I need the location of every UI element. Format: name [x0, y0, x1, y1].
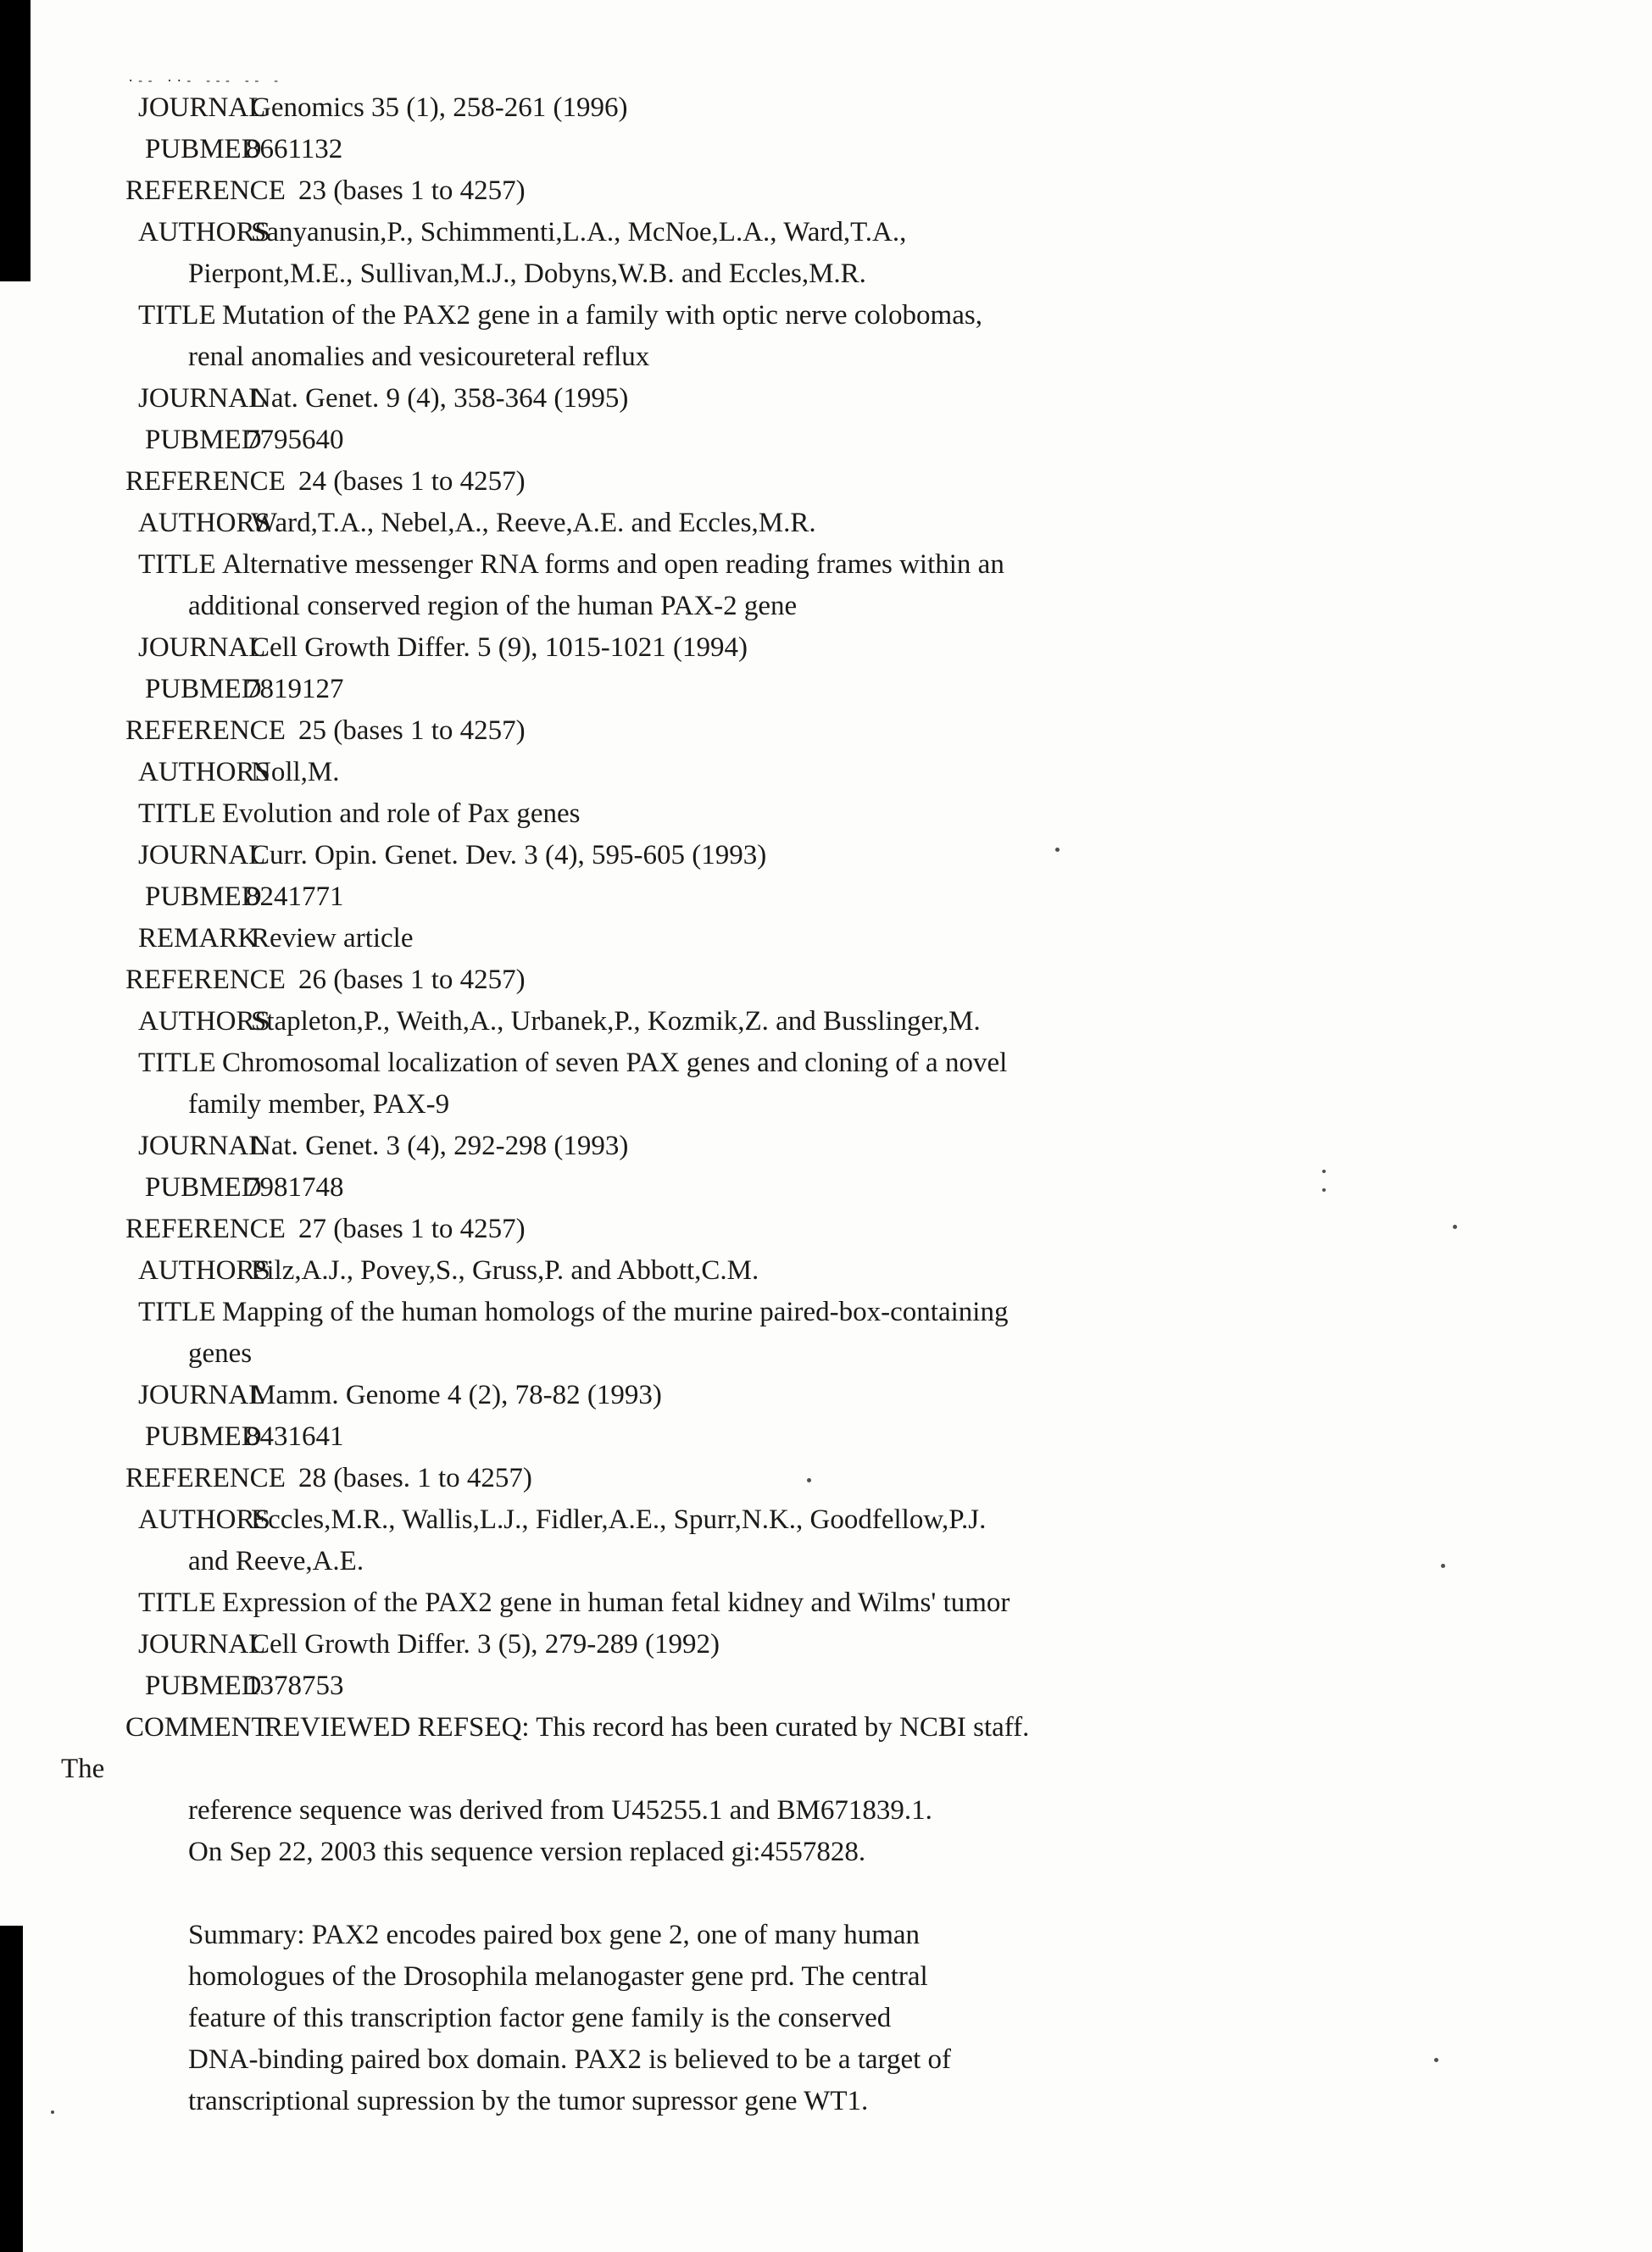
field-label: PUBMED: [145, 134, 262, 164]
doc-line: [0, 1167, 1652, 1209]
field-text: 23 (bases 1 to 4257): [298, 175, 526, 206]
doc-line: [0, 1416, 1652, 1458]
doc-line: [0, 1998, 1652, 2039]
field-text: 7795640: [246, 425, 344, 455]
field-text: Pilz,A.J., Povey,S., Gruss,P. and Abbott,C.M.: [251, 1255, 759, 1286]
doc-line: [0, 1665, 1652, 1707]
doc-line: [0, 1582, 1652, 1624]
doc-line: [0, 1915, 1652, 1956]
field-label: REFERENCE: [125, 1214, 286, 1244]
field-text: Mutation of the PAX2 gene in a family with optic nerve colobomas,: [222, 300, 982, 331]
doc-line: [0, 2039, 1652, 2081]
doc-line: [0, 129, 1652, 170]
doc-line: [0, 295, 1652, 336]
scan-speck: [1322, 1188, 1326, 1192]
field-text: 7981748: [246, 1172, 344, 1203]
doc-line: [0, 710, 1652, 752]
field-text: 8241771: [246, 881, 344, 912]
scan-speck: [807, 1478, 811, 1482]
field-text: transcriptional supression by the tumor supressor gene WT1.: [188, 2086, 869, 2116]
field-text: 26 (bases 1 to 4257): [298, 965, 526, 995]
field-label: PUBMED: [145, 1671, 262, 1701]
doc-line: [0, 1956, 1652, 1998]
doc-line: [0, 1333, 1652, 1375]
field-label: AUTHORS: [138, 217, 270, 247]
field-text: family member, PAX-9: [188, 1089, 450, 1120]
field-text: Genomics 35 (1), 258-261 (1996): [251, 92, 628, 123]
field-text: additional conserved region of the human PAX-2 gene: [188, 591, 798, 621]
field-label: AUTHORS: [138, 1255, 270, 1286]
doc-line: [0, 1043, 1652, 1084]
field-text: 1378753: [246, 1671, 344, 1701]
doc-line: [0, 1707, 1652, 1749]
scan-artifact-dashes: ·-- ··- --- -- -: [127, 75, 282, 88]
scan-speck: [1441, 1564, 1445, 1568]
doc-line: [0, 420, 1652, 461]
doc-line: [0, 461, 1652, 503]
doc-line: [0, 2081, 1652, 2122]
field-label: JOURNAL: [138, 1380, 266, 1410]
field-label: PUBMED: [145, 1421, 262, 1452]
doc-line: [0, 793, 1652, 835]
doc-line: [0, 835, 1652, 876]
field-text: 8661132: [246, 134, 343, 164]
field-label: REMARK: [138, 923, 259, 954]
field-label: COMMENT: [125, 1712, 269, 1743]
doc-line: [0, 1499, 1652, 1541]
doc-line: [0, 669, 1652, 710]
field-text: reference sequence was derived from U45255.1 and BM671839.1.: [188, 1795, 932, 1826]
field-text: 28 (bases. 1 to 4257): [298, 1463, 532, 1493]
doc-line: [0, 1790, 1652, 1832]
doc-line: [0, 1375, 1652, 1416]
doc-line: [0, 170, 1652, 212]
doc-line: [0, 87, 1652, 129]
doc-line: [0, 918, 1652, 959]
field-label: JOURNAL: [138, 383, 266, 414]
field-label: PUBMED: [145, 881, 262, 912]
field-text: 8431641: [246, 1421, 344, 1452]
field-label: AUTHORS: [138, 508, 270, 538]
doc-line: [0, 1624, 1652, 1665]
document-body: [0, 87, 1652, 2122]
doc-line: [0, 1084, 1652, 1126]
field-label: TITLE: [138, 300, 216, 331]
field-label: REFERENCE: [125, 466, 286, 497]
doc-line: [0, 1292, 1652, 1333]
field-text: Curr. Opin. Genet. Dev. 3 (4), 595-605 (1993): [251, 840, 767, 870]
doc-line: [0, 876, 1652, 918]
field-text: Stapleton,P., Weith,A., Urbanek,P., Kozmik,Z. and Busslinger,M.: [251, 1006, 981, 1037]
field-label: REFERENCE: [125, 965, 286, 995]
field-label: JOURNAL: [138, 840, 266, 870]
field-label: PUBMED: [145, 425, 262, 455]
field-text: REVIEWED REFSEQ: This record has been curated by NCBI staff.: [264, 1712, 1030, 1743]
field-label: JOURNAL: [138, 1131, 266, 1161]
field-text: Alternative messenger RNA forms and open reading frames within an: [222, 549, 1004, 580]
field-text: Review article: [251, 923, 414, 954]
field-label: AUTHORS: [138, 757, 270, 787]
doc-line: [0, 212, 1652, 253]
field-text: The: [61, 1754, 105, 1784]
field-text: Expression of the PAX2 gene in human fetal kidney and Wilms' tumor: [222, 1588, 1010, 1618]
field-text: Chromosomal localization of seven PAX genes and cloning of a novel: [222, 1048, 1008, 1078]
scan-speck: [1434, 2058, 1438, 2062]
field-text: homologues of the Drosophila melanogaster gene prd. The central: [188, 1961, 928, 1992]
field-text: Nat. Genet. 3 (4), 292-298 (1993): [251, 1131, 629, 1161]
field-text: feature of this transcription factor gene family is the conserved: [188, 2003, 892, 2033]
field-text: 27 (bases 1 to 4257): [298, 1214, 526, 1244]
doc-line: [0, 1541, 1652, 1582]
field-label: JOURNAL: [138, 1629, 266, 1660]
doc-line: [0, 336, 1652, 378]
field-label: REFERENCE: [125, 715, 286, 746]
doc-line: [0, 627, 1652, 669]
field-label: TITLE: [138, 798, 216, 829]
doc-line: [0, 1458, 1652, 1499]
field-text: 24 (bases 1 to 4257): [298, 466, 526, 497]
field-label: AUTHORS: [138, 1006, 270, 1037]
doc-line: [0, 1126, 1652, 1167]
field-text: Summary: PAX2 encodes paired box gene 2, one of many human: [188, 1920, 921, 1950]
field-label: JOURNAL: [138, 92, 266, 123]
doc-line: [0, 1873, 1652, 1915]
field-text: On Sep 22, 2003 this sequence version replaced gi:4557828.: [188, 1837, 866, 1867]
doc-line: [0, 1749, 1652, 1790]
doc-line: [0, 378, 1652, 420]
field-text: Nat. Genet. 9 (4), 358-364 (1995): [251, 383, 629, 414]
field-label: JOURNAL: [138, 632, 266, 663]
field-text: Mapping of the human homologs of the murine paired-box-containing: [222, 1297, 1009, 1327]
doc-line: [0, 959, 1652, 1001]
field-label: REFERENCE: [125, 1463, 286, 1493]
field-text: Evolution and role of Pax genes: [222, 798, 581, 829]
field-text: Pierpont,M.E., Sullivan,M.J., Dobyns,W.B. and Eccles,M.R.: [188, 259, 866, 289]
scan-speck: [1322, 1170, 1326, 1173]
field-text: Eccles,M.R., Wallis,L.J., Fidler,A.E., Spurr,N.K., Goodfellow,P.J.: [251, 1504, 987, 1535]
field-text: Cell Growth Differ. 5 (9), 1015-1021 (1994): [251, 632, 748, 663]
field-text: Cell Growth Differ. 3 (5), 279-289 (1992): [251, 1629, 720, 1660]
field-label: AUTHORS: [138, 1504, 270, 1535]
doc-line: [0, 1250, 1652, 1292]
doc-line: [0, 544, 1652, 586]
scan-speck: [51, 2110, 54, 2114]
field-label: REFERENCE: [125, 175, 286, 206]
doc-line: [0, 503, 1652, 544]
doc-line: [0, 253, 1652, 295]
field-label: TITLE: [138, 549, 216, 580]
field-label: PUBMED: [145, 1172, 262, 1203]
field-text: 7819127: [246, 674, 344, 704]
field-text: renal anomalies and vesicoureteral reflux: [188, 342, 650, 372]
field-text: Noll,M.: [251, 757, 340, 787]
doc-line: [0, 1001, 1652, 1043]
field-label: TITLE: [138, 1297, 216, 1327]
field-label: TITLE: [138, 1048, 216, 1078]
doc-line: [0, 752, 1652, 793]
field-label: PUBMED: [145, 674, 262, 704]
field-label: TITLE: [138, 1588, 216, 1618]
field-text: and Reeve,A.E.: [188, 1546, 364, 1576]
doc-line: [0, 586, 1652, 627]
doc-line: [0, 1209, 1652, 1250]
scan-speck: [1453, 1225, 1457, 1229]
scan-speck: [1055, 848, 1060, 852]
field-text: Ward,T.A., Nebel,A., Reeve,A.E. and Eccles,M.R.: [251, 508, 816, 538]
field-text: 25 (bases 1 to 4257): [298, 715, 526, 746]
field-text: DNA-binding paired box domain. PAX2 is believed to be a target of: [188, 2044, 952, 2075]
field-text: Mamm. Genome 4 (2), 78-82 (1993): [251, 1380, 662, 1410]
field-text: Sanyanusin,P., Schimmenti,L.A., McNoe,L.A., Ward,T.A.,: [251, 217, 907, 247]
field-text: genes: [188, 1338, 253, 1369]
doc-line: [0, 1832, 1652, 1873]
